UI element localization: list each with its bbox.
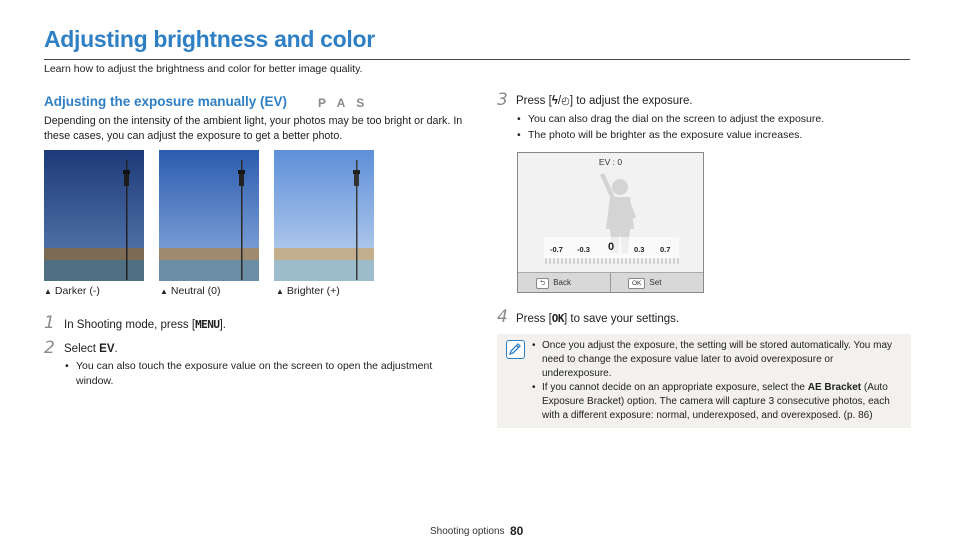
page-intro: Learn how to adjust the brightness and color for better image quality. <box>44 63 363 75</box>
step-3-text: Press [ϟ/◴] to adjust the exposure. <box>516 95 693 107</box>
bullet-icon: • <box>532 340 536 351</box>
title-divider <box>44 59 910 60</box>
scale-value[interactable]: 0.7 <box>660 245 671 254</box>
step-number: 2 <box>44 338 55 358</box>
set-button[interactable]: OK Set <box>628 278 661 289</box>
bullet-icon: • <box>65 360 69 372</box>
bullet-icon: • <box>532 382 536 393</box>
footer-section-name: Shooting options <box>430 526 505 537</box>
timer-icon: ◴ <box>561 96 570 107</box>
menu-key-icon: MENU <box>195 318 220 331</box>
triangle-up-icon: ▲ <box>276 287 284 296</box>
photo-darker <box>44 150 144 281</box>
bullet-icon: • <box>517 129 521 141</box>
step-3-bullet: • You can also drag the dial on the screen to adjust the exposure. <box>517 113 825 125</box>
scale-ticks <box>518 258 704 266</box>
scale-value[interactable]: -0.3 <box>577 245 590 254</box>
scale-value[interactable]: -0.7 <box>550 245 563 254</box>
note-bullet: • If you cannot decide on an appropriate exposure, select the AE Bracket (Auto Exposure Bracket) option. The camera will capture 3 consecutive photos, each with a different exposure: normal, underexposed, and overexposed. (p. 86) <box>532 382 890 421</box>
step-2-text: Select EV. <box>64 343 118 355</box>
step-number: 4 <box>497 307 508 327</box>
back-button[interactable]: ⮌ Back <box>536 278 571 289</box>
photo-brighter <box>274 150 374 281</box>
caption-brighter: ▲ Brighter (+) <box>276 285 340 297</box>
photo-neutral <box>159 150 259 281</box>
triangle-up-icon: ▲ <box>160 287 168 296</box>
footer-divider <box>610 273 611 293</box>
section-heading: Adjusting the exposure manually (EV) <box>44 94 288 109</box>
caption-darker: ▲ Darker (-) <box>44 285 100 297</box>
screen-footer <box>518 272 703 293</box>
triangle-up-icon: ▲ <box>44 287 52 296</box>
step-2-bullet: • You can also touch the exposure value on the screen to open the adjustment window. <box>65 360 433 387</box>
flash-icon: ϟ <box>551 95 558 107</box>
caption-neutral: ▲ Neutral (0) <box>160 285 221 297</box>
ok-key-icon: OK <box>551 312 565 325</box>
note-pencil-icon <box>506 340 525 359</box>
back-icon: ⮌ <box>536 278 549 289</box>
step-1-text: In Shooting mode, press [MENU]. <box>64 318 226 331</box>
shooting-mode-icons: P A S <box>318 96 369 110</box>
step-4-text: Press [OK] to save your settings. <box>516 312 680 325</box>
scale-value-current[interactable]: 0 <box>608 241 615 253</box>
page-number: 80 <box>510 524 524 538</box>
camera-screen <box>517 152 704 293</box>
ev-label: EV : 0 <box>598 157 623 167</box>
step-3-bullet: • The photo will be brighter as the exposure value increases. <box>517 129 803 141</box>
step-number: 1 <box>44 313 55 333</box>
step-number: 3 <box>497 90 508 110</box>
bullet-icon: • <box>517 113 521 125</box>
page-title: Adjusting brightness and color <box>44 26 375 52</box>
scale-value[interactable]: 0.3 <box>634 245 645 254</box>
ok-icon: OK <box>628 278 645 289</box>
section-description: Depending on the intensity of the ambient light, your photos may be too bright or dark. In these cases, you can adjust the exposure to get a better photo. <box>44 115 463 142</box>
note-bullet: • Once you adjust the exposure, the setting will be stored automatically. You may need to change the exposure value later to avoid overexposure or underexposure. <box>532 340 893 379</box>
